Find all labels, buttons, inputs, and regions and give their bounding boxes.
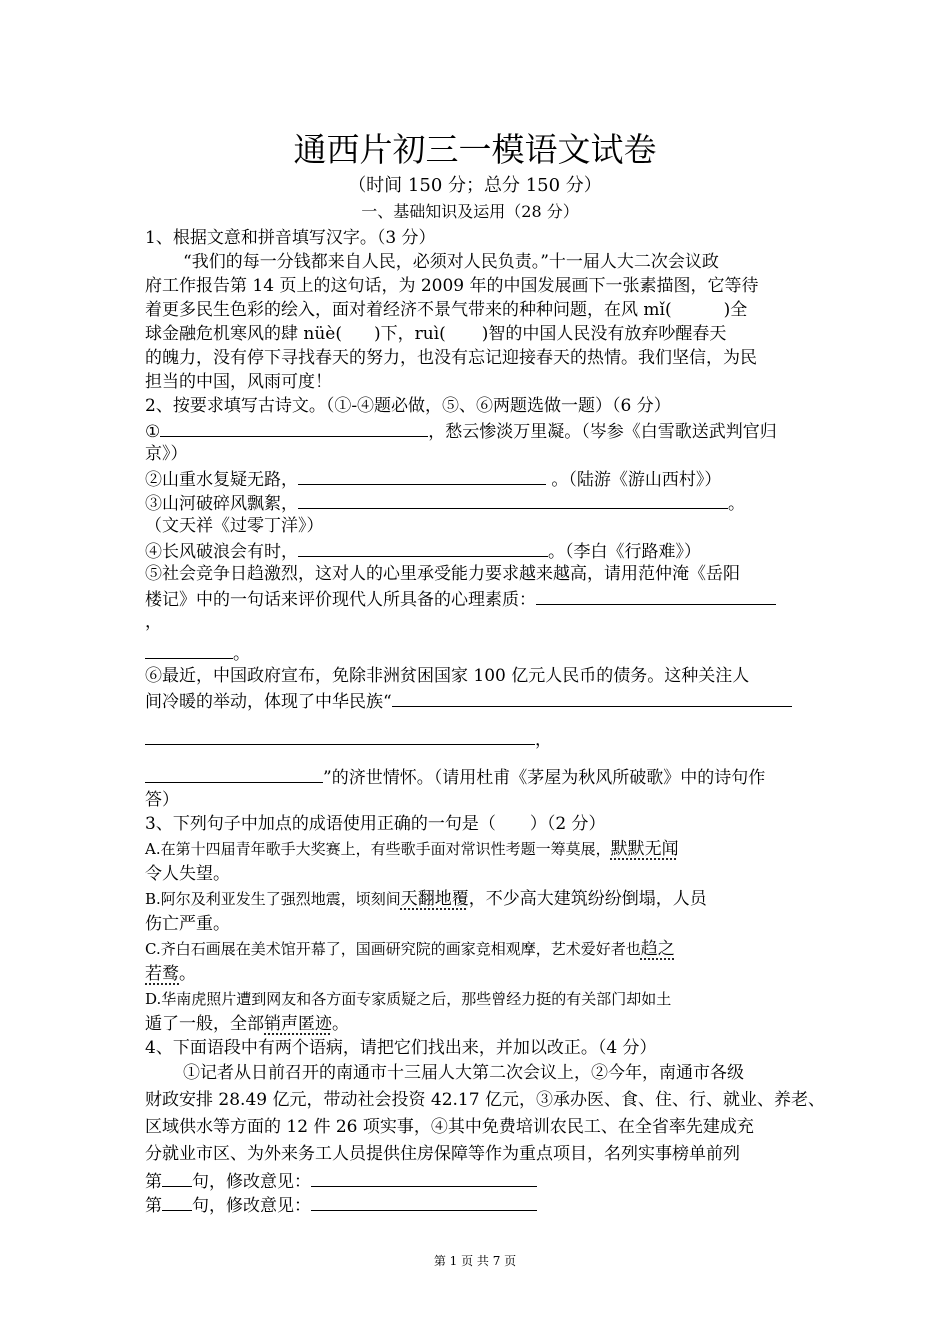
dotted-idiom: 天翻地覆 [400,889,469,909]
exam-body [145,226,825,1216]
option-text: ，不少高大建筑纷纷倒塌，人员 [468,889,707,909]
dotted-idiom: 趋之 [640,939,675,959]
answer-blank[interactable] [536,586,776,605]
option-c-cont [145,962,810,986]
fix-label: 第 [145,1172,162,1192]
poem-text: 。 [728,494,745,514]
question-4-text: 财政安排 28.49 亿元，带动社会投资 42.17 亿元，③承办医、食、住、行、就业、养老、 [145,1090,825,1110]
exam-time-score: （时间 150 分；总分 150 分） [348,175,602,196]
page-footer: 第 1 页 共 7 页 [433,1254,517,1268]
poem-text: 。 [233,644,250,664]
answer-blank[interactable] [160,418,428,437]
poem-text: 楼记》中的一句话来评价现代人所具备的心理素质： [145,590,536,610]
question-1-text-part: )智的中国人民没有放弃吵醒春天 [481,324,727,344]
answer-blank[interactable] [145,640,233,659]
poem-item-6: ⑥最近，中国政府宣布，免除非洲贫困国家 100 亿元人民币的债务。这种关注人 [145,666,750,686]
question-1-text: 担当的中国，风雨可度！ [145,372,332,392]
poem-text: ④长风破浪会有时， [145,542,298,562]
option-b [145,886,810,912]
question-1-text: 的魄力，没有停下寻找春天的努力，也没有忘记迎接春天的热情。我们坚信，为民 [145,348,757,368]
question-1-text-part: )全 [723,300,748,320]
dotted-idiom: 默默无闻 [610,839,679,859]
fix-label: 句，修改意见： [192,1172,311,1192]
question-1-text [145,298,810,322]
fix-line-2 [145,1192,810,1216]
option-d: D.华南虎照片遭到网友和各方面专家质疑之后，那些曾经力挺的有关部门却如土 [145,990,672,1008]
question-1-text-part: 着更多民生色彩的绘入，面对着经济不景气带来的种种问题，在风 mǐ( [145,300,672,320]
poem-text: ②山重水复疑无路， [145,470,298,490]
poem-item-6-line [145,726,810,750]
fix-line-1 [145,1168,810,1192]
option-text: A.在第十四届青年歌手大奖赛上，有些歌手面对常识性考题一筹莫展， [145,840,611,858]
question-1-text-part: 球金融危机寒风的肆 nüè( [145,324,342,344]
fix-label: 第 [145,1196,162,1216]
answer-blank[interactable] [298,538,548,557]
section-heading: 一、基础知识及运用（28 分） [361,202,579,221]
question-1-text [145,322,810,346]
option-text: B.阿尔及利亚发生了强烈地震，顷刻间 [145,890,401,908]
answer-blank[interactable] [145,764,323,783]
poem-item-5-end [145,640,810,664]
option-text: C.齐白石画展在美术馆开幕了，国画研究院的画家竞相观摩，艺术爱好者也 [145,940,641,958]
question-4-text: 区域供水等方面的 12 件 26 项实事，④其中免费培训农民工、在全省率先建成充 [145,1117,754,1137]
option-a-cont: 令人失望。 [145,864,230,884]
question-4-text: ①记者从日前召开的南通市十三届人大第二次会议上，②今年，南通市各级 [183,1063,744,1083]
poem-source: 京》） [145,444,188,464]
fix-answer-blank[interactable] [311,1168,537,1187]
option-a [145,836,810,862]
answer-blank[interactable] [298,490,728,509]
answer-blank[interactable] [392,688,792,707]
poem-text: ”的济世情怀。（请用杜甫《茅屋为秋风所破歌》中的诗句作 [323,768,766,788]
option-text: 。 [179,964,196,984]
item-number: ① [145,422,161,442]
poem-item-5: ⑤社会竞争日趋激烈，这对人的心里承受能力要求越来越高，请用范仲淹《岳阳 [145,564,740,584]
answer-blank[interactable] [298,466,546,485]
fix-label: 句，修改意见： [192,1196,311,1216]
question-2-heading: 2、按要求填写古诗文。（①-④题必做，⑤、⑥两题选做一题）（6 分） [145,396,671,416]
question-1-text: 府工作报告第 14 页上的这句话，为 2009 年的中国发展画下一张素描图，它等待 [145,276,759,296]
poem-text: ，愁云惨淡万里凝。（岑参《白雪歌送武判官归 [428,422,777,442]
poem-item-5-comma: ， [145,612,162,632]
question-1-text-part: )下，ruì( [374,324,446,344]
poem-item-3 [145,490,810,514]
poem-text: 间冷暖的举动，体现了中华民族“ [145,692,392,712]
sentence-number-blank[interactable] [162,1192,192,1211]
fix-answer-blank[interactable] [311,1192,537,1211]
poem-text: ③山河破碎风飘絮， [145,494,298,514]
sentence-number-blank[interactable] [162,1168,192,1187]
question-3-heading: 3、下列句子中加点的成语使用正确的一句是（ ）（2 分） [145,814,606,834]
question-4-heading: 4、下面语段中有两个语病，请把它们找出来，并加以改正。（4 分） [145,1038,657,1058]
option-text: 。 [332,1014,349,1034]
dotted-idiom: 销声匿迹 [264,1014,332,1034]
poem-item-6-cont [145,688,810,712]
poem-item-6-tail: 答） [145,790,179,810]
option-text: 遁了一般，全部 [145,1014,264,1034]
poem-text: ， [535,730,552,750]
option-d-cont [145,1012,810,1036]
poem-item-1 [145,418,810,442]
poem-text: 。（陆游《游山西村》） [546,470,722,490]
poem-item-6-end [145,764,810,788]
question-4-text: 分就业市区、为外来务工人员提供住房保障等作为重点项目，名列实事榜单前列 [145,1144,740,1164]
dotted-idiom: 若鹜 [145,964,179,984]
question-1-text: “我们的每一分钱都来自人民，必须对人民负责。”十一届人大二次会议政 [183,252,719,272]
option-b-cont: 伤亡严重。 [145,914,230,934]
question-1-heading: 1、根据文意和拼音填写汉字。（3 分） [145,228,436,248]
poem-text: 。（李白《行路难》） [548,542,701,562]
answer-blank[interactable] [145,726,535,745]
poem-item-4 [145,538,810,562]
page-title: 通西片初三一模语文试卷 [293,130,657,169]
poem-source: （文天祥《过零丁洋》） [145,516,324,536]
option-c [145,936,810,962]
poem-item-2 [145,466,810,490]
poem-item-5-cont [145,586,810,610]
